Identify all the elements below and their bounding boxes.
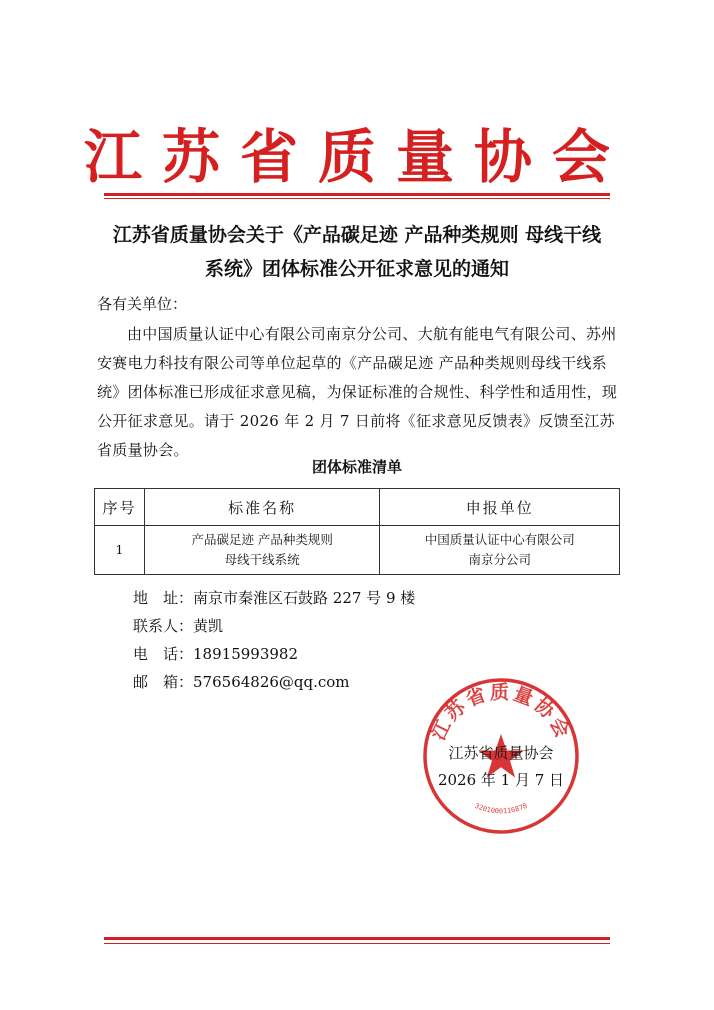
address-label: 地 址： bbox=[133, 589, 194, 607]
header-divider-thick bbox=[104, 193, 610, 196]
person-label: 联系人： bbox=[133, 617, 194, 635]
header-divider-thin bbox=[104, 198, 610, 199]
table-title: 团体标准清单 bbox=[311, 458, 402, 476]
signature-block bbox=[436, 740, 566, 794]
email-label: 邮 箱： bbox=[133, 673, 194, 691]
svg-text:江苏省质量协会 bbox=[427, 681, 575, 744]
standard-name-line2: 母线干线系统 bbox=[224, 552, 300, 567]
row-standard-name bbox=[144, 526, 380, 575]
table-header-row bbox=[95, 489, 620, 526]
document-title-line1: 江苏省质量协会关于《产品碳足迹 产品种类规则 母线干线 bbox=[112, 224, 602, 246]
salutation: 各有关单位： bbox=[97, 295, 188, 313]
contact-phone bbox=[133, 643, 553, 671]
row-applicant-unit bbox=[380, 526, 620, 575]
document-title-line2: 系统》团体标准公开征求意见的通知 bbox=[204, 258, 509, 280]
row-index: 1 bbox=[95, 526, 145, 575]
contact-address bbox=[133, 587, 553, 615]
footer-divider-thin bbox=[104, 943, 610, 944]
person-value: 黄凯 bbox=[193, 617, 224, 635]
email-value: 576564826@qq.com bbox=[193, 673, 350, 691]
signature-org: 江苏省质量协会 bbox=[448, 744, 554, 762]
seal-arc-text: 江苏省质量协会 bbox=[427, 681, 575, 744]
header-standard-name: 标准名称 bbox=[144, 489, 380, 526]
applicant-unit-line1: 中国质量认证中心有限公司 bbox=[424, 532, 575, 547]
svg-text:3201000116878 bbox=[474, 802, 529, 815]
phone-label: 电 话： bbox=[133, 645, 194, 663]
footer-divider-thick bbox=[104, 937, 610, 940]
header-index: 序号 bbox=[95, 489, 145, 526]
address-value: 南京市秦淮区石鼓路 227 号 9 楼 bbox=[193, 589, 416, 607]
phone-value: 18915993982 bbox=[193, 645, 298, 663]
header-applicant-unit: 申报单位 bbox=[380, 489, 620, 526]
applicant-unit-line2: 南京分公司 bbox=[468, 552, 531, 567]
letterhead-title: 江苏省质量协会 bbox=[83, 123, 630, 191]
seal-code-text: 3201000116878 bbox=[473, 801, 529, 816]
signature-date: 2026 年 1 月 7 日 bbox=[437, 771, 565, 789]
contact-person bbox=[133, 615, 553, 643]
standard-name-line1: 产品碳足迹 产品种类规则 bbox=[191, 532, 333, 547]
standards-table bbox=[94, 488, 620, 575]
table-row bbox=[95, 526, 620, 575]
body-paragraph: 由中国质量认证中心有限公司南京分公司、大航有能电气有限公司、苏州安赛电力科技有限公司等单位起草的《产品碳足迹 产品种类规则母线干线系统》团体标准已形成征求意见稿，为保证标准的合规性、科学性和适用性，现公开征求意见。请于 2026 年 2 月 7 日前将《征求意见反馈表》反馈至江苏省质量协会。 bbox=[97, 325, 618, 459]
